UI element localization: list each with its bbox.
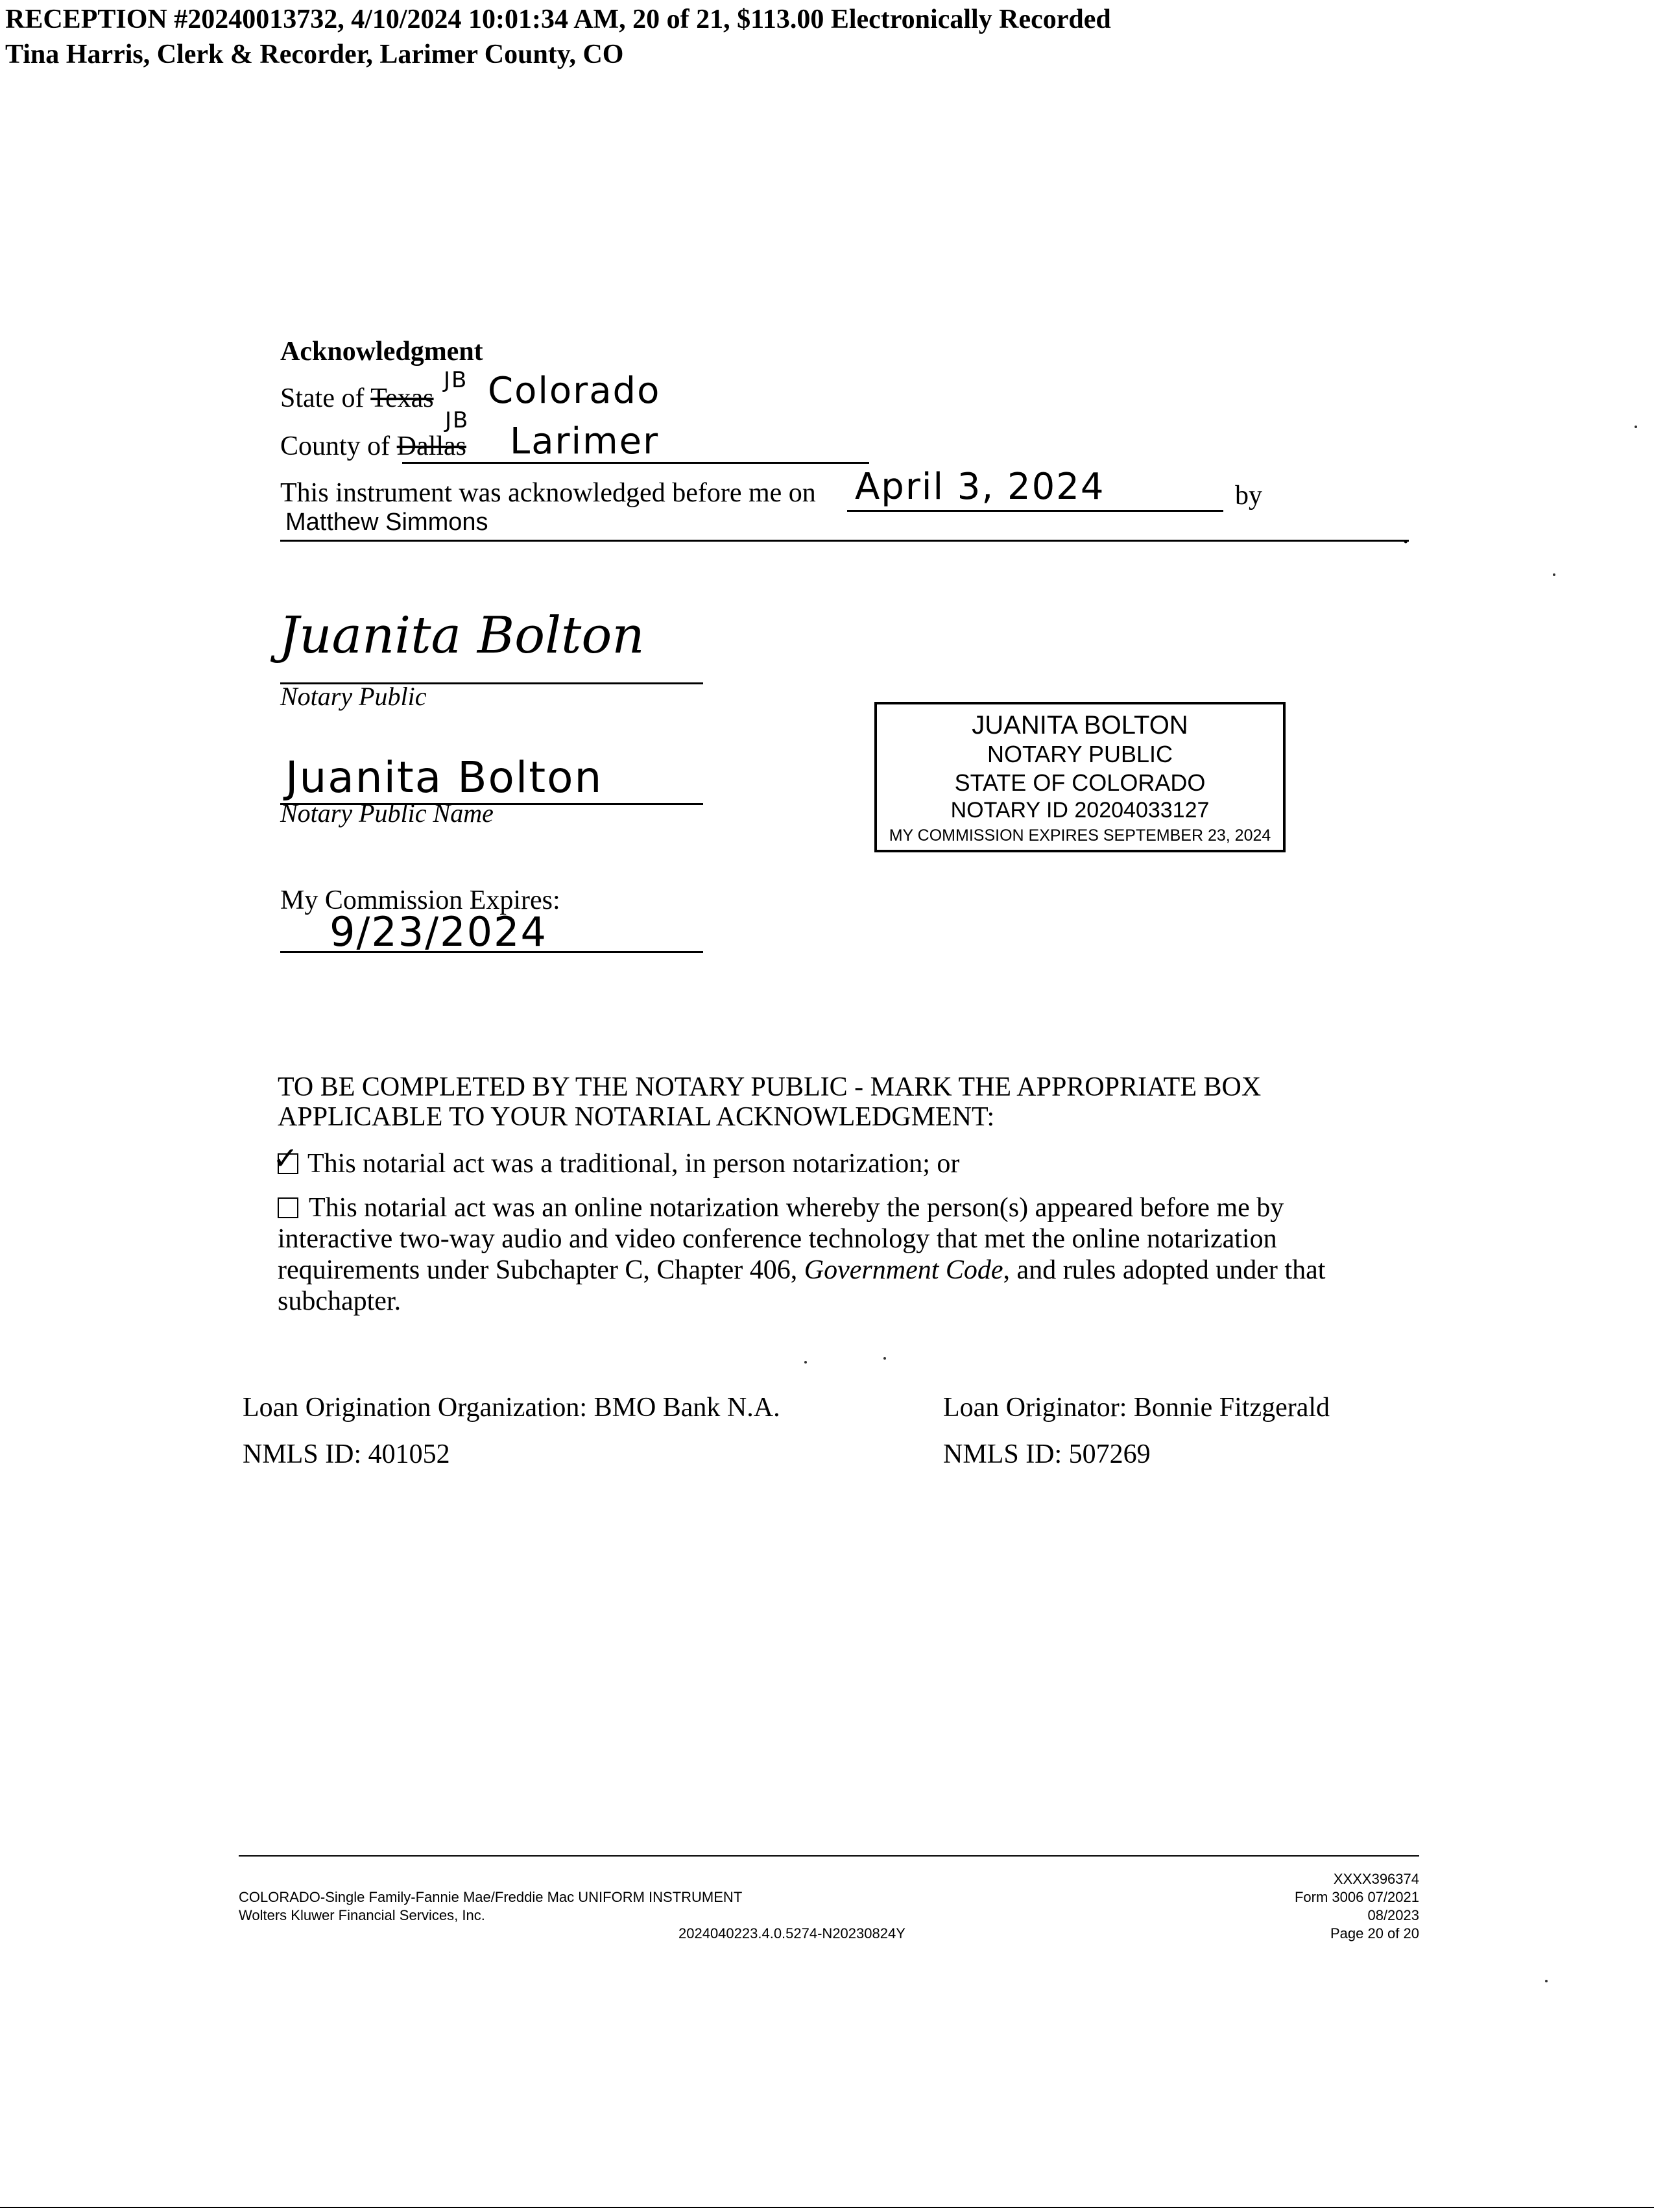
scan-speck [1553, 573, 1555, 576]
footer-loan-number: XXXX396374 [1333, 1871, 1419, 1887]
state-struck-text: Texas [370, 383, 434, 413]
acknowledgment-date: April 3, 2024 [855, 466, 1105, 508]
check-mark-icon: ✓ [272, 1140, 300, 1177]
footer-revision-date: 08/2023 [1367, 1907, 1419, 1923]
trailing-period: . [1402, 520, 1409, 549]
option2-line2: interactive two-way audio and video conference technology that met the online notarization [278, 1224, 1277, 1254]
notary-public-label: Notary Public [280, 682, 427, 711]
state-initials: JB [444, 367, 468, 393]
footer-publisher: Wolters Kluwer Financial Services, Inc. [239, 1907, 485, 1923]
stamp-state: STATE OF COLORADO [954, 769, 1206, 796]
loan-originator-nmls: NMLS ID: 507269 [943, 1439, 1151, 1469]
county-struck-text: Dallas [396, 431, 466, 461]
commission-underline [280, 951, 703, 953]
stamp-title: NOTARY PUBLIC [987, 741, 1173, 767]
option2-checkbox[interactable] [278, 1197, 298, 1218]
option2-line4: subchapter. [278, 1286, 402, 1316]
scan-speck [804, 1361, 807, 1364]
scan-speck [1545, 1980, 1548, 1982]
page-bottom-edge [0, 2207, 1654, 2208]
option1-text: This notarial act was a traditional, in person notarization; or [307, 1149, 960, 1179]
scan-speck [1635, 426, 1637, 428]
county-label: County of [280, 431, 390, 461]
notary-printed-name: Juanita Bolton [285, 752, 603, 802]
footer-doc-id: 2024040223.4.0.5274-N20230824Y [678, 1925, 905, 1942]
commission-label: My Commission Expires: [280, 885, 560, 915]
option2-line3-pre: requirements under Subchapter C, Chapter 406, [278, 1255, 804, 1285]
instructions-line2: APPLICABLE TO YOUR NOTARIAL ACKNOWLEDGMENT: [278, 1102, 995, 1132]
state-row [280, 383, 434, 414]
loan-org-nmls: NMLS ID: 401052 [243, 1439, 450, 1469]
instrument-text: This instrument was acknowledged before me on [280, 478, 816, 508]
recording-header-line2: Tina Harris, Clerk & Recorder, Larimer County, CO [5, 40, 624, 69]
person-underline [280, 540, 1409, 542]
scan-speck [883, 1357, 886, 1360]
stamp-id: NOTARY ID 20204033127 [950, 798, 1210, 823]
commission-date: 9/23/2024 [330, 908, 547, 956]
county-row [280, 431, 466, 462]
county-underline [402, 462, 869, 464]
acknowledgment-title: Acknowledgment [280, 337, 483, 367]
option2-line3-italic: Government Code [804, 1255, 1003, 1285]
county-initials: JB [445, 407, 470, 433]
stamp-expiration: MY COMMISSION EXPIRES SEPTEMBER 23, 2024 [889, 826, 1271, 845]
loan-originator: Loan Originator: Bonnie Fitzgerald [943, 1393, 1330, 1423]
state-handwritten-value: Colorado [488, 370, 661, 412]
notary-public-name-label: Notary Public Name [280, 799, 494, 828]
person-name: Matthew Simmons [285, 509, 488, 536]
county-handwritten-value: Larimer [510, 420, 660, 463]
by-label: by [1235, 481, 1262, 511]
recording-header-line1: RECEPTION #20240013732, 4/10/2024 10:01:34 AM, 20 of 21, $113.00 Electronically Recorded [5, 5, 1111, 34]
date-underline [847, 510, 1223, 512]
footer-form-title: COLORADO-Single Family-Fannie Mae/Freddie Mac UNIFORM INSTRUMENT [239, 1889, 743, 1905]
stamp-name: JUANITA BOLTON [972, 711, 1188, 739]
instructions-line1: TO BE COMPLETED BY THE NOTARY PUBLIC - MARK THE APPROPRIATE BOX [278, 1072, 1262, 1102]
notary-stamp [874, 702, 1286, 852]
state-label: State of [280, 383, 365, 413]
footer-rule [239, 1855, 1419, 1857]
loan-org: Loan Origination Organization: BMO Bank N.A. [243, 1393, 780, 1423]
footer-form-number: Form 3006 07/2021 [1294, 1889, 1419, 1905]
notary-signature: Juanita Bolton [279, 607, 645, 665]
footer-page-number: Page 20 of 20 [1330, 1925, 1419, 1942]
option2-line3-post: , and rules adopted under that [1003, 1255, 1326, 1285]
option2-line1: This notarial act was an online notarization whereby the person(s) appeared before me by [309, 1193, 1284, 1223]
option2-line3 [278, 1255, 1325, 1286]
